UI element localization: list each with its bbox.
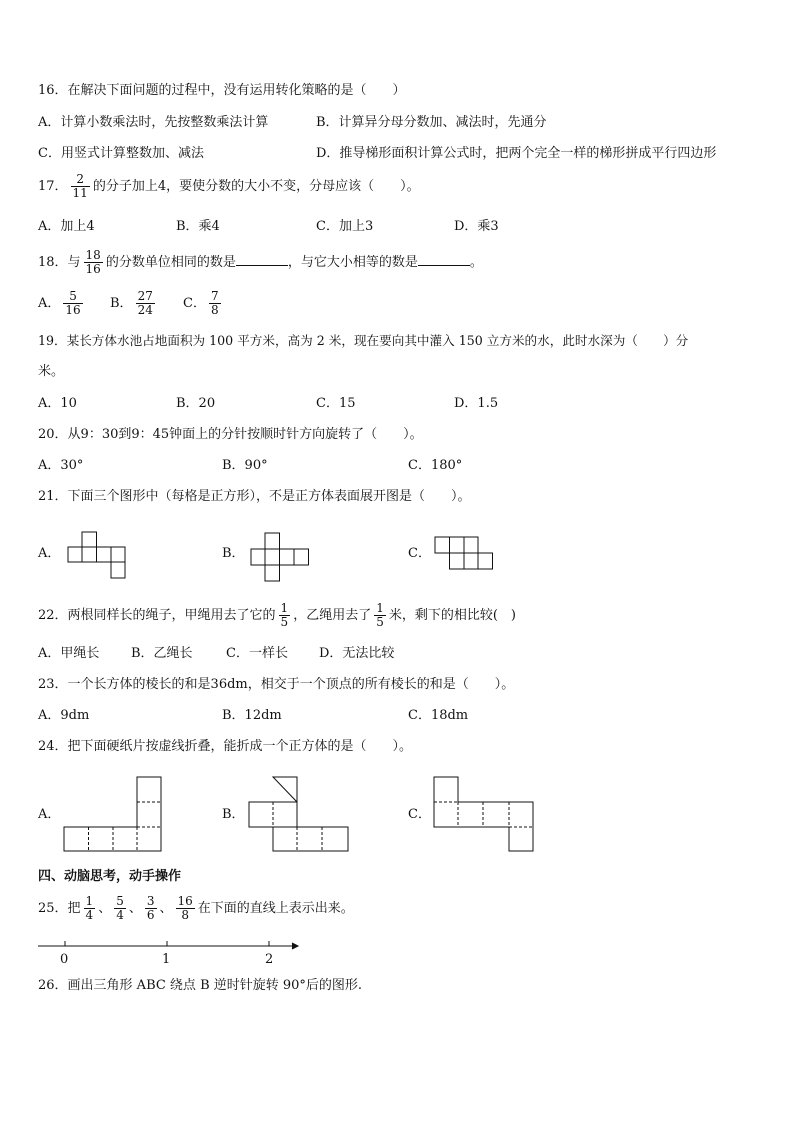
q17-option-b[interactable]: B．乘4 <box>176 219 220 234</box>
q25-tick-2: 2 <box>265 952 274 967</box>
q18-blank-1[interactable] <box>236 253 288 266</box>
q21-option-b[interactable]: B． <box>222 546 245 561</box>
q21-figure-b <box>250 532 312 584</box>
q19-option-b[interactable]: B．20 <box>176 396 216 411</box>
q23-option-a[interactable]: A．9dm <box>38 708 90 723</box>
q20-option-c[interactable]: C．180° <box>408 458 463 473</box>
q17-option-a[interactable]: A．加上4 <box>38 219 95 234</box>
q24-figure-b <box>248 776 350 854</box>
q22-option-a[interactable]: A．甲绳长 <box>38 646 100 661</box>
q18-option-a[interactable]: A． $\frac{5}{16}$ <box>38 289 81 317</box>
q24-stem: 24．把下面硬纸片按虚线折叠，能折成一个正方体的是（ ）。 <box>38 739 413 754</box>
q22-fraction-1: $\frac{1}{5}$ <box>280 601 289 629</box>
q21-option-a[interactable]: A． <box>38 546 61 561</box>
q16-option-b[interactable]: B．计算异分母分数加、减法时，先通分 <box>316 115 547 130</box>
q17-option-d[interactable]: D．乘3 <box>454 219 499 234</box>
q25-tick-0: 0 <box>60 952 69 967</box>
q17-fraction: $\frac{2}{11}$ <box>72 172 88 200</box>
q24-figure-a <box>63 776 165 854</box>
q20-stem: 20．从9：30到9：45钟面上的分针按顺时针方向旋转了（ ）。 <box>38 427 423 442</box>
q18-fraction: $\frac{18}{16}$ <box>85 248 101 276</box>
q18-stem: 18．与 $\frac{18}{16}$ 的分数单位相同的数是 ，与它大小相等的数是 。 <box>38 248 483 276</box>
q21-stem: 21．下面三个图形中（每格是正方形），不是正方体表面展开图是（ ）。 <box>38 489 471 504</box>
q21-option-c[interactable]: C． <box>408 546 431 561</box>
q18-option-c[interactable]: C． $\frac{7}{8}$ <box>183 289 219 317</box>
q25-stem: 25．把 $\frac{1}{4}$ 、 $\frac{5}{4}$ 、 $\frac{3}{6}$ 、 $\frac{16}{8}$ 在下面的直线上表示出来。 <box>38 894 354 922</box>
q24-option-b[interactable]: B． <box>222 807 245 822</box>
q16-stem: 16．在解决下面问题的过程中，没有运用转化策略的是（ ） <box>38 83 406 98</box>
q22-option-b[interactable]: B．乙绳长 <box>131 646 193 661</box>
q16-option-a[interactable]: A．计算小数乘法时，先按整数乘法计算 <box>38 115 269 130</box>
q23-option-b[interactable]: B．12dm <box>222 708 282 723</box>
q22-fraction-2: $\frac{1}{5}$ <box>376 601 384 629</box>
q22-option-c[interactable]: C．一样长 <box>226 646 288 661</box>
q21-figure-c <box>434 536 496 574</box>
q25-tick-1: 1 <box>162 952 171 967</box>
q19-option-c[interactable]: C．15 <box>316 396 356 411</box>
q18-blank-2[interactable] <box>418 253 470 266</box>
section-heading: 四、动脑思考，动手操作 <box>38 869 182 884</box>
q19-option-a[interactable]: A．10 <box>38 396 77 411</box>
q23-option-c[interactable]: C．18dm <box>408 708 469 723</box>
q21-figure-a <box>67 531 129 581</box>
q16-option-d[interactable]: D．推导梯形面积计算公式时，把两个完全一样的梯形拼成平行四边形 <box>316 146 717 161</box>
q20-option-a[interactable]: A．30° <box>38 458 84 473</box>
q24-option-a[interactable]: A． <box>38 807 61 822</box>
q24-option-c[interactable]: C． <box>408 807 431 822</box>
q18-option-b[interactable]: B． $\frac{27}{24}$ <box>110 289 153 317</box>
q22-stem: 22．两根同样长的绳子，甲绳用去了它的 $\frac{1}{5}$ ，乙绳用去了 $\frac{1}{5}$ 米，剩下的相比较( ) <box>38 601 516 629</box>
q26-stem: 26．画出三角形 ABC 绕点 B 逆时针旋转 90°后的图形. <box>38 978 363 993</box>
q22-option-d[interactable]: D．无法比较 <box>319 646 395 661</box>
q24-figure-c <box>433 776 537 854</box>
q17-option-c[interactable]: C．加上3 <box>316 219 374 234</box>
q17-stem: 17． $\frac{2}{11}$ 的分子加上4，要使分数的大小不变，分母应该（ ）。 <box>38 172 420 200</box>
q19-stem-cont: 米。 <box>38 364 65 379</box>
q16-option-c[interactable]: C．用竖式计算整数加、减法 <box>38 146 204 161</box>
q19-option-d[interactable]: D．1.5 <box>454 396 499 411</box>
q19-stem: 19．某长方体水池占地面积为 100 平方米，高为 2 米，现在要向其中灌入 150 立方米的水，此时水深为（ ）分 <box>38 333 689 348</box>
q25-number-line[interactable] <box>38 938 304 952</box>
q20-option-b[interactable]: B．90° <box>222 458 268 473</box>
q23-stem: 23．一个长方体的棱长的和是36dm，相交于一个顶点的所有棱长的和是（ ）。 <box>38 677 515 692</box>
